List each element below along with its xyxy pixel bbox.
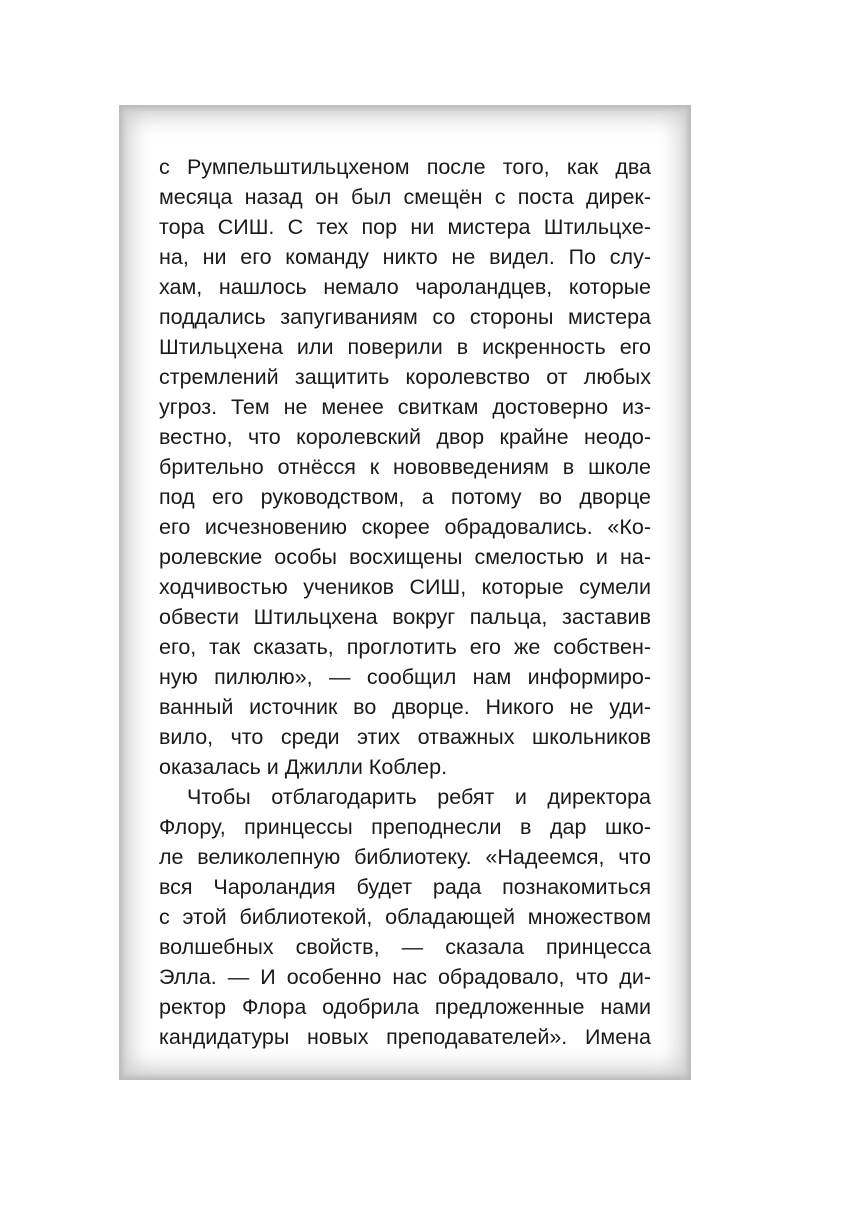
text-line: стремлений защитить королевство от любых — [159, 365, 651, 389]
text-line: ректор Флора одобрила предложенные нами — [159, 995, 651, 1019]
body-text — [159, 152, 651, 1052]
paragraph-end-line: оказалась и Джилли Коблер. — [159, 755, 448, 779]
text-line: месяца назад он был смещён с поста дирек- — [159, 185, 651, 209]
text-line: ходчивостью учеников СИШ, которые сумели — [159, 575, 651, 599]
text-line: Флору, принцессы преподнесли в дар шко- — [159, 815, 651, 839]
text-line: его, так сказать, проглотить его же собствен- — [159, 635, 651, 659]
text-line: с Румпельштильцхеном после того, как два — [159, 155, 651, 179]
text-line: угроз. Тем не менее свиткам достоверно из- — [159, 395, 651, 419]
text-line: на, ни его команду никто не видел. По слу- — [159, 245, 651, 269]
text-line: Штильцхена или поверили в искренность его — [159, 335, 651, 359]
text-line: поддались запугиваниям со стороны мистера — [159, 305, 651, 329]
text-line: вило, что среди этих отважных школьников — [159, 725, 651, 749]
text-line: тора СИШ. С тех пор ни мистера Штильцхе- — [159, 215, 651, 239]
text-line: под его руководством, а потому во дворце — [159, 485, 651, 509]
text-line: обвести Штильцхена вокруг пальца, заставив — [159, 605, 651, 629]
text-line: вестно, что королевский двор крайне неодо- — [159, 425, 651, 449]
text-line: хам, нашлось немало чароландцев, которые — [159, 275, 651, 299]
text-line: волшебных свойств, — сказала принцесса — [159, 935, 651, 959]
text-line: ролевские особы восхищены смелостью и на- — [159, 545, 651, 569]
paragraph-start-line: Чтобы отблагодарить ребят и директора — [187, 785, 651, 809]
text-line: вся Чароландия будет рада познакомиться — [159, 875, 651, 899]
text-line: с этой библиотекой, обладающей множеством — [159, 905, 651, 929]
text-line: ванный источник во дворце. Никого не уди- — [159, 695, 651, 719]
text-line: брительно отнёсся к нововведениям в школе — [159, 455, 651, 479]
text-line: кандидатуры новых преподавателей». Имена — [159, 1025, 651, 1049]
text-line: ную пилюлю», — сообщил нам информиро- — [159, 665, 651, 689]
text-line: Элла. — И особенно нас обрадовало, что ди- — [159, 965, 651, 989]
text-line: его исчезновению скорее обрадовались. «Ко- — [159, 515, 651, 539]
text-line: ле великолепную библиотеку. «Надеемся, что — [159, 845, 651, 869]
